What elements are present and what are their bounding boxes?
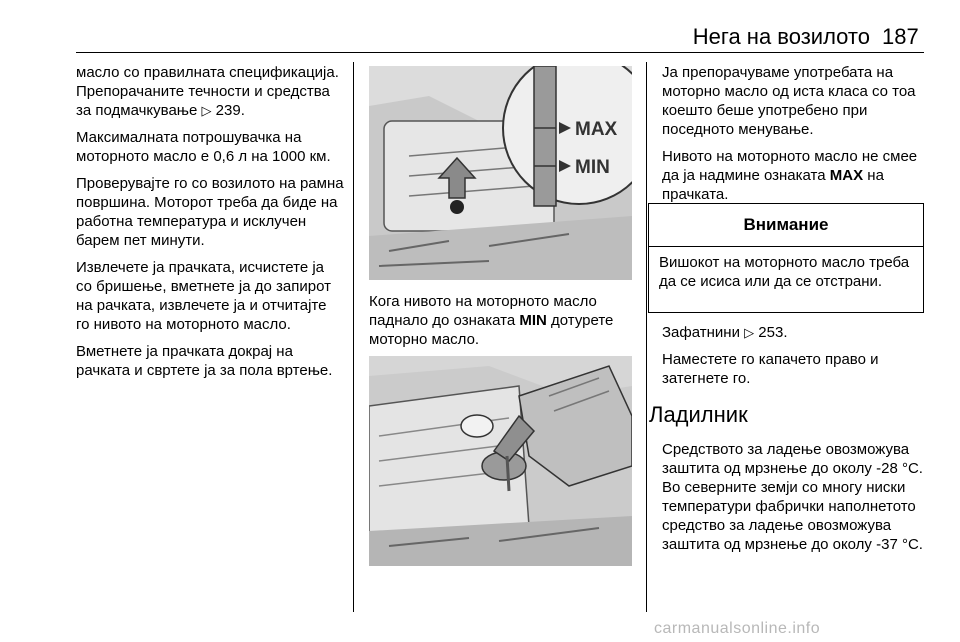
paragraph-capacities: Зафатнини ▷ 253. <box>662 324 788 341</box>
column-divider-left <box>353 62 354 612</box>
oil-filling-illustration <box>369 356 632 566</box>
caution-text: Вишокот на моторното масло треба да се исиса или да се отстрани. <box>659 254 910 290</box>
section-title-radiator: Ладилник <box>649 402 748 427</box>
page-reference-icon: ▷ <box>201 103 212 118</box>
paragraph-coolant: Средството за ладење овозможува заштита од мрзнење до околу -28 °C. Во северните земји со многу ниски температури фабрички наполнетото средство за ладење овозможува заштита од мрзнење до околу -37 °C. <box>662 441 923 553</box>
watermark: carmanualsonline.info <box>654 620 821 637</box>
page-reference-icon: ▷ <box>744 325 755 340</box>
dipstick-min-label: MIN <box>575 157 610 178</box>
paragraph-cap-fit: Наместете го капачето право и затегнете го. <box>662 351 879 387</box>
header-rule <box>76 52 924 53</box>
paragraph-oil-spec: масло со правилната спецификација. Препорачаните течности и средства за подмачкување ▷ 239. <box>76 64 339 119</box>
paragraph-oil-recommendation: Ја препорачуваме употребата на моторно масло од иста класа со тоа коешто беше употребено при поседното менување. <box>662 64 916 138</box>
paragraph-max-consumption: Максималната потрошувачка на моторното масло е 0,6 л на 1000 км. <box>76 129 331 165</box>
paragraph-dipstick-insert: Вметнете ја прачката докрај на рачката и свртете ја за пола вртење. <box>76 343 333 379</box>
page-reference[interactable]: 253. <box>758 324 788 341</box>
paragraph-dipstick-read: Извлечете ја прачката, исчистете ја со бришење, вметнете ја до запирот на рачката, извлечете ја и отчитајте го нивото на моторното масло. <box>76 259 331 333</box>
illustration-caption: Кога нивото на моторното масло паднало до ознаката MIN дотурете моторно масло. <box>369 293 614 348</box>
column-divider-right <box>646 62 647 612</box>
engine-dipstick-illustration <box>369 66 632 280</box>
page-header-title: Нега на возилото <box>692 24 870 49</box>
paragraph-check-level: Проверувајте го со возилото на рамна површина. Моторот треба да биде на работна температура и исклучен барем пет минути. <box>76 175 344 249</box>
caution-title: Внимание <box>649 204 923 247</box>
dipstick-max-label: MAX <box>575 119 618 140</box>
caution-box <box>648 203 924 313</box>
page-reference[interactable]: 239. <box>215 102 245 119</box>
right-column-middle <box>662 323 924 396</box>
right-column-top <box>662 63 924 212</box>
left-column <box>76 63 344 388</box>
page-number: 187 <box>882 24 919 49</box>
paragraph-max-level: Нивото на моторното масло не смее да ја надмине ознаката MAX на прачката. <box>662 148 918 203</box>
